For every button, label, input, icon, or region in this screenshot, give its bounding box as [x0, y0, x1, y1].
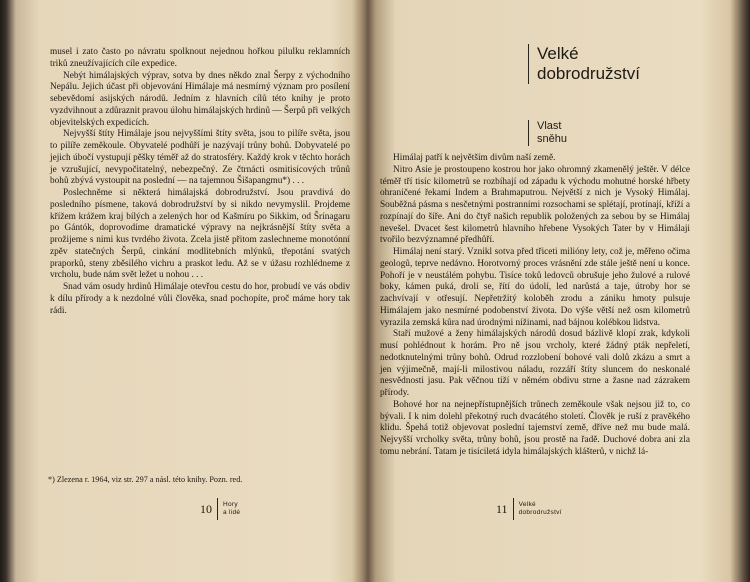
right-page	[372, 0, 732, 582]
paragraph: musel i zato často po návratu spolknout nejednou hořkou pilulku reklamních triků zneužívajících cíle expedice.	[50, 47, 350, 69]
running-footer-line: a lidé	[223, 509, 241, 516]
paragraph: Himálaj není starý. Vznikl sotva před třiceti milióny lety, což je, měřeno očima geologů, teprve nedávno. Horotvorný proces vrásnění zde stále ještě není u konce. Pohoří je v neustálém pohybu. Tisíce toků ledovců obrušuje jeho žulové a rulové boky, kámen puká, drolí se, řítí do údolí, led narůstá a taje, útroby hor se zachvívají v otřesují. Nepřetržitý koloběh zrodu a zániku hmoty pulsuje Himálajem jako nesmírné podobenství života. Do výše větší než osm kilometrů vyrazila zemská kůra nad úrodnými nížinami, nad bájnou kolébkou lidstva.	[380, 247, 690, 328]
running-footer	[223, 501, 240, 517]
paragraph: Nitro Asie je prostoupeno kostrou hor jako ohromný zkamenělý ještěr. V délce téměř tří tisíc kilometrů se rozbíhají od západu k východu mohutné horské hřbety ohraničené řekami Indem a Brahmaputrou. Největší z nich je Vysoký Himálaj. Souběžná pásma s nesčetnými postranními rozsochami se splétají, protínají, kříží a rozpínají do šíře. Ani do čtyř našich republik položených za sebou by se Himálaj nevešel. Dvacet šest kilometrů hlavního hřebene Vysokých Tater by v Himálaji tvořilo bezvýznamné předhůří.	[380, 164, 690, 246]
running-footer-line: Velké	[518, 501, 536, 508]
paragraph: Bohové hor na nejnepřístupnějších trůnech zeměkoule však nejsou již to, co bývali. I k nim dolehl překotný ruch dvacátého století. Člověk je ruší z pravěkého klidu. Špehá totiž objevovat poslední tajemství země, dříve než mu bude malá. Nejvyšší vrcholky světa, trůny bohů, jsou prostě na řadě. Duchové dobra ani zla tomu nebrání. Tatam je tisíciletá idyla himálajských klášterů, v nichž lá-	[380, 399, 690, 457]
paragraph: Snad vám osudy hrdinů Himálaje otevřou cestu do hor, probudí ve vás obdiv k dílu přírody a k nezdolné vůli člověka, snad pochopíte, proč máme hory tak rádi.	[50, 282, 350, 316]
paragraph: Nejvyšší štíty Himálaje jsou nejvyššími štíty světa, jsou to pilíře světa, jsou to pilíře zeměkoule. Obyvatelé podhůří je nazývají trůny bohů. Dobyvatelé po jejich úbočí vystupují pěšky téměř až do stratosféry. Každý krok v těchto horách je vzrušující, nevypočitatelný, nebezpečný. Ze čtrnácti osmitisícových trůnů bohů zbývá vystoupit na poslední — na tajemnou Šišapangmu*) . . .	[50, 129, 350, 187]
section-title-line: Vlast	[537, 120, 562, 132]
running-footer	[519, 501, 562, 517]
page-number: 10	[200, 501, 212, 516]
left-page-body	[50, 47, 350, 317]
page-number: 11	[496, 501, 508, 516]
paragraph: Poslechněme si některá himálajská dobrodružství. Jsou pravdivá do posledního písmene, taková dobrodružství by si nikdo nevymyslil. Projdeme křížem krážem kraj bílých a zelených hor od Kašmíru po Sikkim, od Šrínagaru po Gántók, doprovodíme dramatické výpravy na nejkrásnější štíty světa a prožijeme s nimi kus tvrdého života. Zcela jistě přitom zaslechneme monotónní zpěv statečných Šerpů, cinkání modlitebních mlýnků, třepotání svatých praporků, steny zběsilého vichru a praskot ledu. Až se v úžasu rozhlédneme z vrcholu, bude nám svět ležet u nohou . . .	[50, 188, 350, 281]
running-footer-line: Hory	[223, 501, 238, 508]
section-title-line: sněhu	[537, 133, 567, 145]
chapter-title-line: dobrodružství	[537, 64, 640, 83]
folio-divider	[217, 498, 218, 520]
paragraph: Nebýt himálajských výprav, sotva by dnes někdo znal Šerpy z východního Nepálu. Jejich účast při objevování Himálaje má nesmírný význam pro posílení sebevědomí asijských národů. Jedním z hlavních cílů této knihy je proto vyzdvihnout a zdůraznit pravou úlohu himálajských hrdinů — Šerpů při velkých objevitelských expedicích.	[50, 70, 351, 128]
chapter-title	[528, 44, 698, 84]
left-page	[18, 0, 360, 582]
section-title	[528, 120, 648, 146]
footnote: *) Zlezena r. 1964, viz str. 297 a násl. této knihy. Pozn. red.	[48, 475, 243, 484]
right-page-body	[380, 153, 690, 459]
running-footer-line: dobrodružství	[518, 509, 562, 516]
page-footer	[496, 498, 562, 520]
paragraph: Himálaj patří k největším divům naší země.	[393, 153, 556, 163]
paragraph: Staří mužové a ženy himálajských národů dosud bázlivě klopí zrak, kdykoli musí pohlédnout k horám. Pro ně jsou vrcholy, které žádný pták nepřeletí, nedotknutelnými trůny bohů. Odrud rozzlobení bohové vali dolů zkázu a smrt a jen výjimečně, mají-li milostivou náladu, rozzáří štíty sluncem do neskonalé nesvědnosti jasu. Pak věčnou tíží v němém obdivu strne a žasne nad zázrakem přírody.	[380, 329, 690, 398]
chapter-title-line: Velké	[537, 44, 579, 63]
folio-divider	[513, 498, 514, 520]
page-footer	[200, 498, 240, 520]
